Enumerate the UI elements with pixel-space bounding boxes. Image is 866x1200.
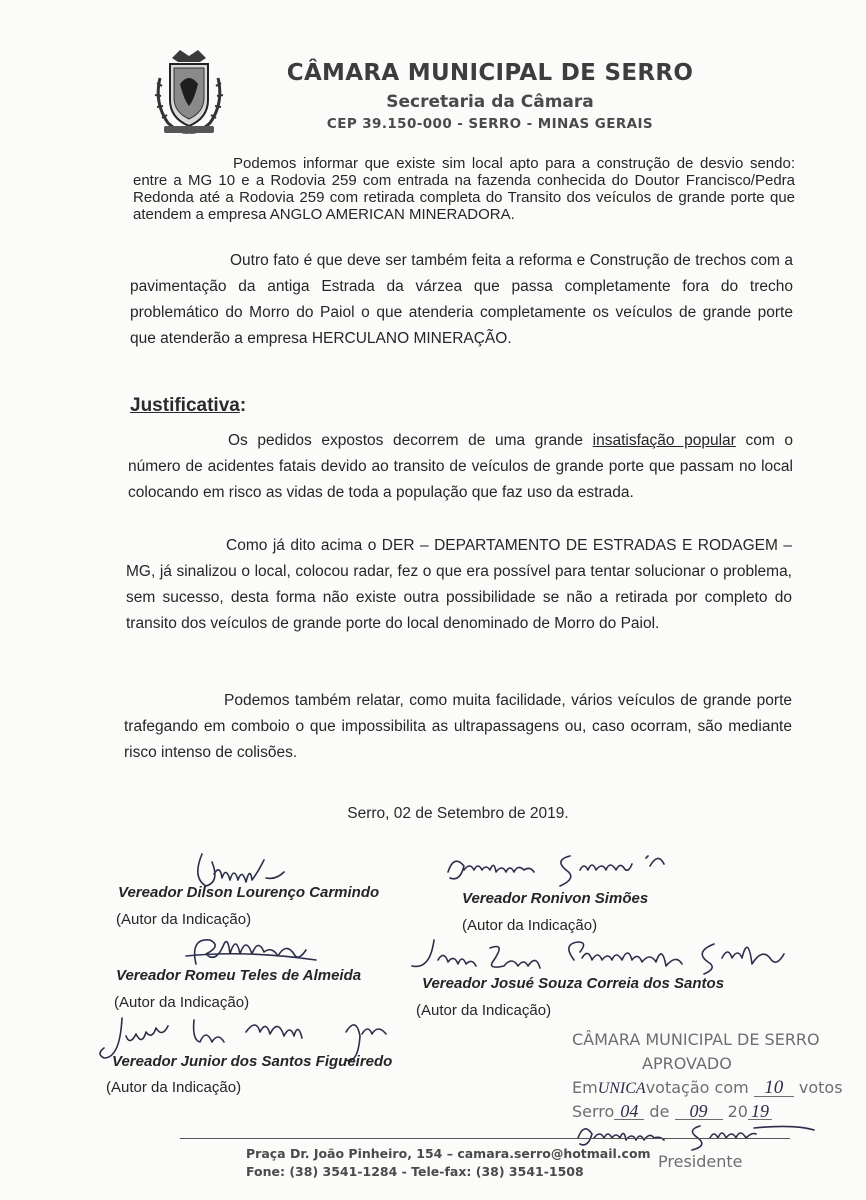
- address-cep: CEP 39.150-000 - SERRO - MINAS GERAIS: [326, 116, 654, 132]
- signatory-role: (Autor da Indicação): [416, 1002, 552, 1019]
- stamp-president: Presidente: [658, 1152, 743, 1171]
- stamp-voting-line: EmUNICAvotação com 10 votos: [572, 1077, 843, 1098]
- signatory-role: (Autor da Indicação): [462, 917, 598, 934]
- footer-phone: Fone: (38) 3541-1284 - Tele-fax: (38) 3541-1508: [246, 1164, 584, 1179]
- signatory-name: Vereador Ronivon Simões: [462, 890, 649, 907]
- document-title: CÂMARA MUNICIPAL DE SERRO: [286, 60, 694, 86]
- paragraph-4: Como já dito acima o DER – DEPARTAMENTO DE ESTRADAS E RODAGEM – MG, já sinalizou o local, colocou radar, fez o que era possível para tentar solucionar o problema, sem sucesso, desta forma não existe outra possibilidade se não a retirada por completo do transito dos veículos de grande porte do local denominado de Morro do Paiol.: [126, 537, 792, 632]
- paragraph-3: Os pedidos expostos decorrem de uma grande insatisfação popular com o número de acidentes fatais devido ao transito de veículos de grande porte que passam no local colocando em risco as vidas de toda a população que faz uso da estrada.: [128, 432, 793, 501]
- signatory-name: Vereador Romeu Teles de Almeida: [116, 967, 362, 984]
- signatory-name: Vereador Junior dos Santos Figueiredo: [112, 1053, 393, 1070]
- signatory-role: (Autor da Indicação): [114, 994, 250, 1011]
- stamp-approved: APROVADO: [642, 1054, 732, 1073]
- paragraph-5: Podemos também relatar, como muita facilidade, vários veículos de grande porte trafegando em comboio o que impossibilita as ultrapassagens ou, caso ocorram, são mediante risco intenso de colisões.: [124, 692, 792, 761]
- justificativa-heading: Justificativa:: [130, 395, 247, 416]
- date-line: Serro, 02 de Setembro de 2019.: [347, 805, 569, 822]
- stamp-date-line: Serro 04 de 09 20 19: [572, 1102, 772, 1121]
- coat-of-arms-icon: [150, 48, 228, 136]
- footer-address: Praça Dr. João Pinheiro, 154 – camara.serro@hotmail.com: [246, 1146, 651, 1161]
- signature-ronivon: [440, 846, 750, 892]
- paragraph-2: Outro fato é que deve ser também feita a reforma e Construção de trechos com a pavimentação da antiga Estrada da várzea que passa completamente fora do trecho problemático do Morro do Paiol o que atenderia completamente os veículos de grande porte que atenderão a empresa HERCULANO MINERAÇÃO.: [130, 252, 793, 347]
- paragraph-1: Podemos informar que existe sim local apto para a construção de desvio sendo: entre a MG 10 e a Rodovia 259 com entrada na fazenda conhecida do Doutor Francisco/Pedra Redonda até a Rodovia 259 com retirada completa do Transito dos veículos de grande porte que atendem a empresa ANGLO AMERICAN MINERADORA.: [133, 155, 795, 223]
- stamp-chamber-name: CÂMARA MUNICIPAL DE SERRO: [572, 1030, 820, 1049]
- signatory-role: (Autor da Indicação): [106, 1079, 242, 1096]
- underlined-phrase: insatisfação popular: [592, 432, 736, 449]
- signatory-role: (Autor da Indicação): [116, 911, 252, 928]
- document-subtitle: Secretaria da Câmara: [386, 92, 594, 112]
- signatory-name: Vereador Dilson Lourenço Carmindo: [118, 884, 380, 901]
- signatory-name: Vereador Josué Souza Correia dos Santos: [422, 975, 725, 992]
- footer-divider: [180, 1138, 790, 1139]
